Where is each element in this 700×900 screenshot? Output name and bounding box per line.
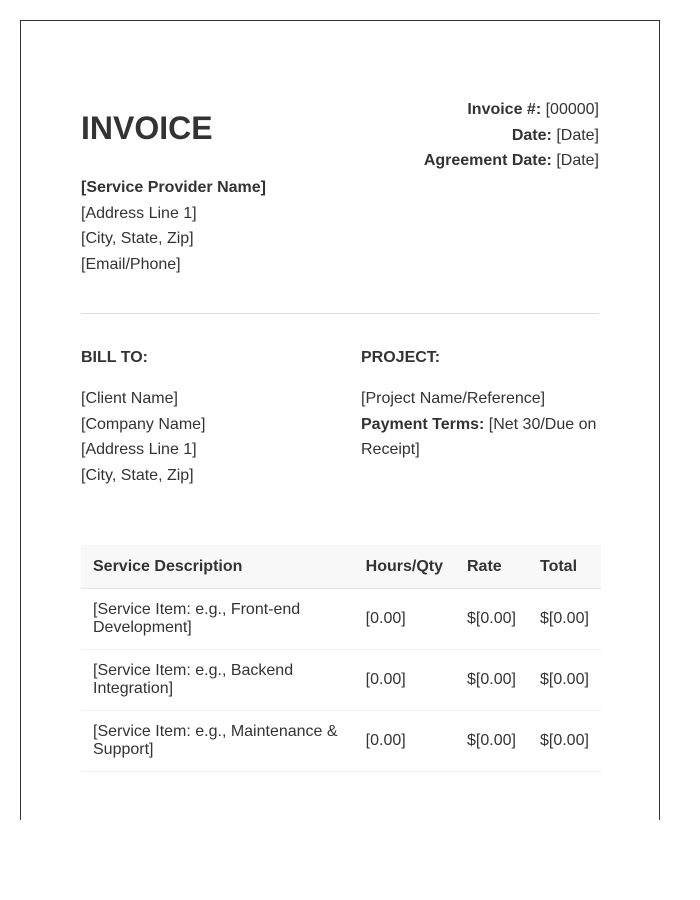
header-rate: Rate <box>455 545 528 589</box>
service-items-table <box>81 545 601 772</box>
client-city-state-zip: [City, State, Zip] <box>81 466 194 484</box>
bill-to-heading: BILL TO: <box>81 349 148 366</box>
table-row <box>81 589 601 650</box>
section-divider <box>81 313 599 314</box>
invoice-page <box>20 20 660 820</box>
invoice-number-label: Invoice #: <box>467 101 542 118</box>
header-hours-qty: Hours/Qty <box>354 545 455 589</box>
row-qty: [0.00] <box>354 650 455 711</box>
invoice-date-label: Date: <box>511 126 552 144</box>
project-block <box>361 348 606 463</box>
provider-name: [Service Provider Name] <box>81 179 266 196</box>
payment-terms-value: [Net 30/Due on Receipt] <box>361 415 597 459</box>
company-name: [Company Name] <box>81 415 206 433</box>
row-description: [Service Item: e.g., Maintenance & Support] <box>81 711 354 772</box>
header-total: Total <box>528 545 601 589</box>
provider-city-state-zip: [City, State, Zip] <box>81 230 194 248</box>
row-description: [Service Item: e.g., Front-end Development] <box>81 589 354 650</box>
invoice-title: INVOICE <box>81 110 213 146</box>
payment-terms-label: Payment Terms: <box>361 415 485 433</box>
client-address-line: [Address Line 1] <box>81 441 197 459</box>
table-row <box>81 650 601 711</box>
row-rate: $[0.00] <box>455 711 528 772</box>
row-qty: [0.00] <box>354 711 455 772</box>
service-provider-block <box>81 175 266 277</box>
row-rate: $[0.00] <box>455 650 528 711</box>
table-row <box>81 711 601 772</box>
agreement-date-value: [Date] <box>556 152 599 170</box>
row-description: [Service Item: e.g., Backend Integration] <box>81 650 354 711</box>
agreement-date-line <box>424 148 599 174</box>
invoice-date-value: [Date] <box>556 126 599 144</box>
project-heading: PROJECT: <box>361 349 441 366</box>
row-total: $[0.00] <box>528 650 601 711</box>
invoice-number-line <box>424 97 599 123</box>
client-name: [Client Name] <box>81 390 178 407</box>
payment-terms-line <box>361 412 606 463</box>
row-rate: $[0.00] <box>455 589 528 650</box>
row-qty: [0.00] <box>354 589 455 650</box>
table-header-row <box>81 545 601 589</box>
row-total: $[0.00] <box>528 711 601 772</box>
invoice-meta <box>424 97 599 174</box>
project-name: [Project Name/Reference] <box>361 390 546 407</box>
invoice-number-value: [00000] <box>545 101 599 118</box>
bill-to-block <box>81 348 331 488</box>
provider-address-line: [Address Line 1] <box>81 204 197 222</box>
header-service-description: Service Description <box>81 545 354 589</box>
row-total: $[0.00] <box>528 589 601 650</box>
invoice-date-line <box>424 123 599 149</box>
agreement-date-label: Agreement Date: <box>423 152 552 170</box>
provider-email-phone: [Email/Phone] <box>81 255 181 273</box>
